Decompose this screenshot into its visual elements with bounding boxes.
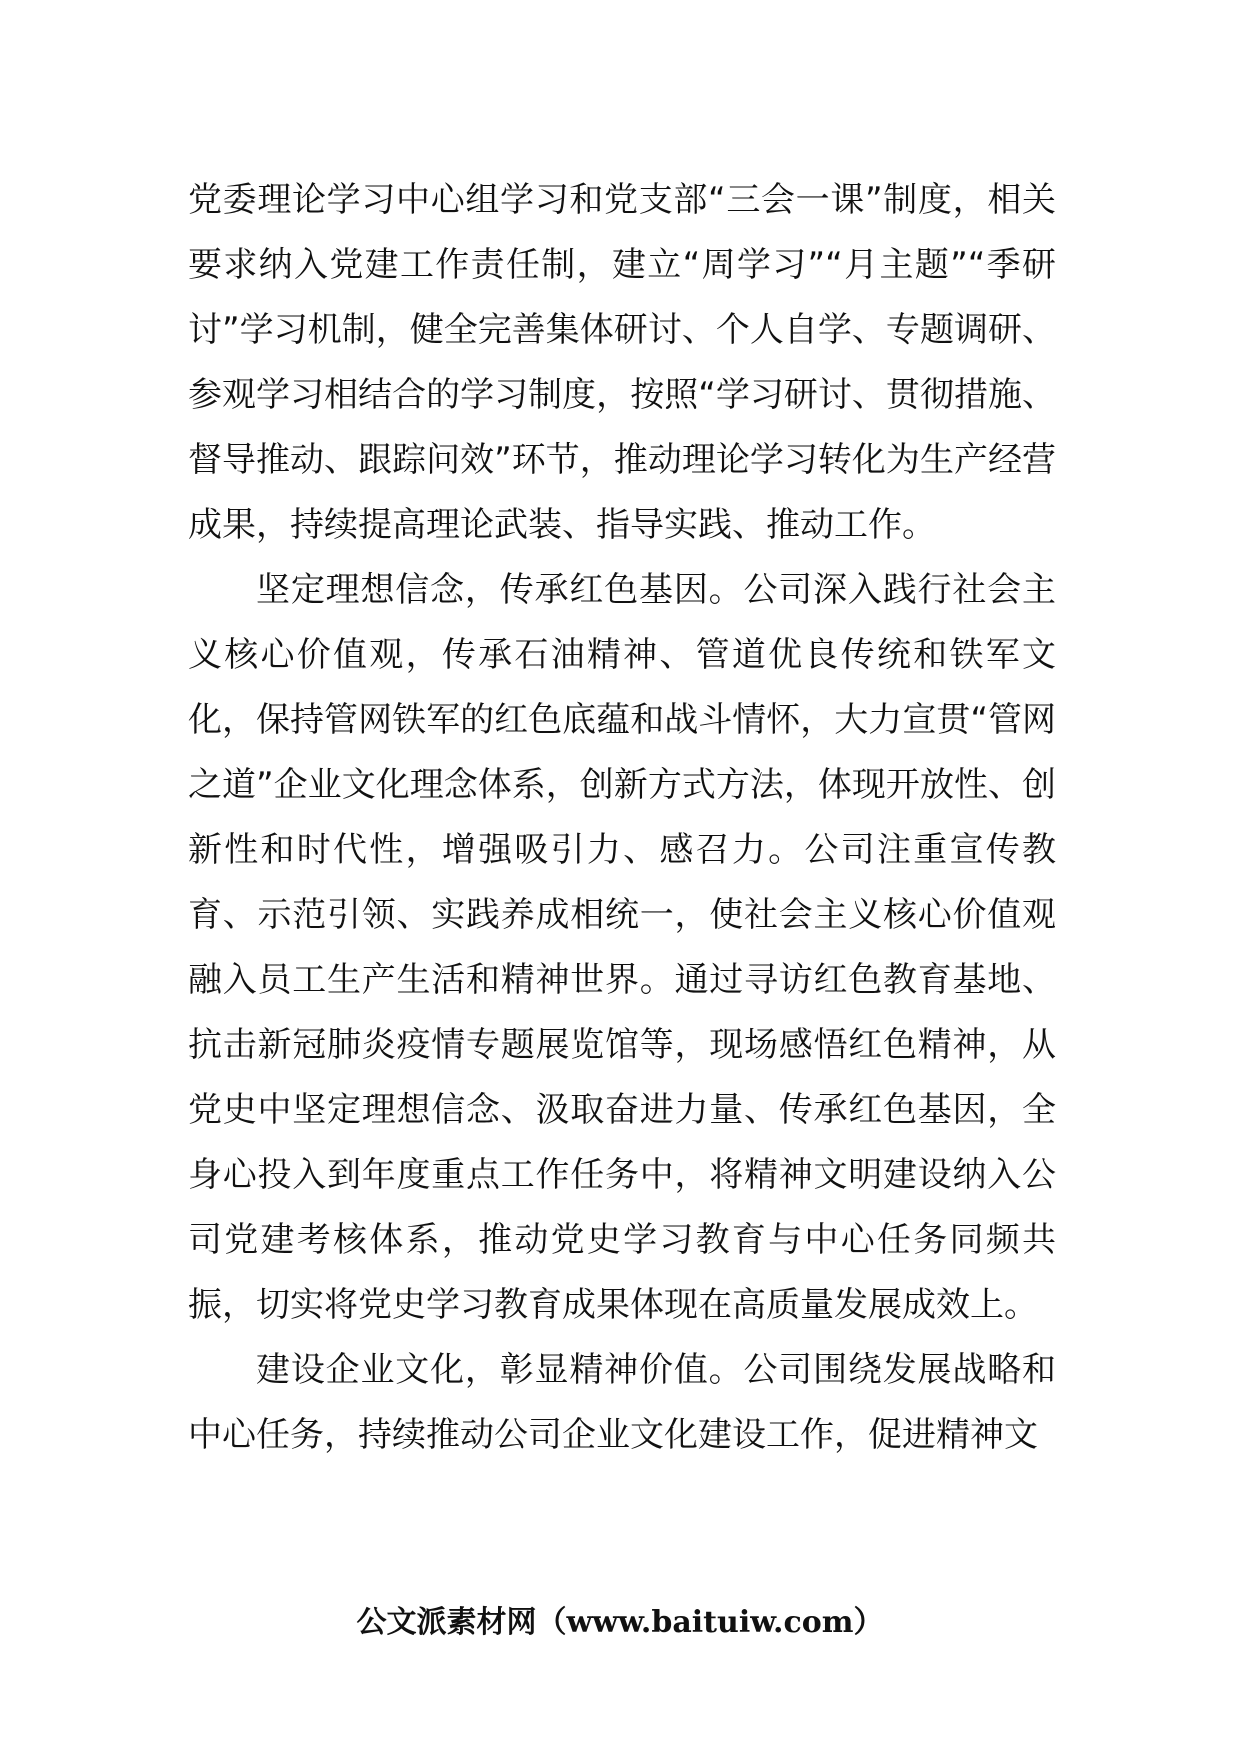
document-body [188, 168, 1056, 1468]
footer-source: 公文派素材网（www.baituiw.com） [356, 1605, 884, 1640]
paragraph-1-text: 党委理论学习中心组学习和党支部“三会一课”制度，相关要求纳入党建工作责任制，建立“周学习”“月主题”“季研讨”学习机制，健全完善集体研讨、个人自学、专题调研、参观学习相结合的学习制度，按照“学习研讨、贯彻措施、督导推动、跟踪问效”环节，推动理论学习转化为生产经营成果，持续提高理论武装、指导实践、推动工作。 [188, 180, 1056, 545]
paragraph-3-lead: 建设企业文化，彰显精神价值。 [256, 1350, 744, 1390]
paragraph-2-lead: 坚定理想信念，传承红色基因。 [256, 570, 744, 610]
paragraph-1 [188, 168, 1056, 558]
paragraph-2 [188, 558, 1056, 1338]
paragraph-2-text: 公司深入践行社会主义核心价值观，传承石油精神、管道优良传统和铁军文化，保持管网铁军的红色底蕴和战斗情怀，大力宣贯“管网之道”企业文化理念体系，创新方式方法，体现开放性、创新性和时代性，增强吸引力、感召力。公司注重宣传教育、示范引领、实践养成相统一，使社会主义核心价值观融入员工生产生活和精神世界。通过寻访红色教育基地、抗击新冠肺炎疫情专题展览馆等，现场感悟红色精神，从党史中坚定理想信念、汲取奋进力量、传承红色基因，全身心投入到年度重点工作任务中，将精神文明建设纳入公司党建考核体系，推动党史学习教育与中心任务同频共振，切实将党史学习教育成果体现在高质量发展成效上。 [188, 570, 1057, 1325]
paragraph-3-text: 公司围绕发展战略和中心任务，持续推动公司企业文化建设工作，促进精神文 [188, 1350, 1057, 1455]
paragraph-3 [188, 1338, 1056, 1468]
